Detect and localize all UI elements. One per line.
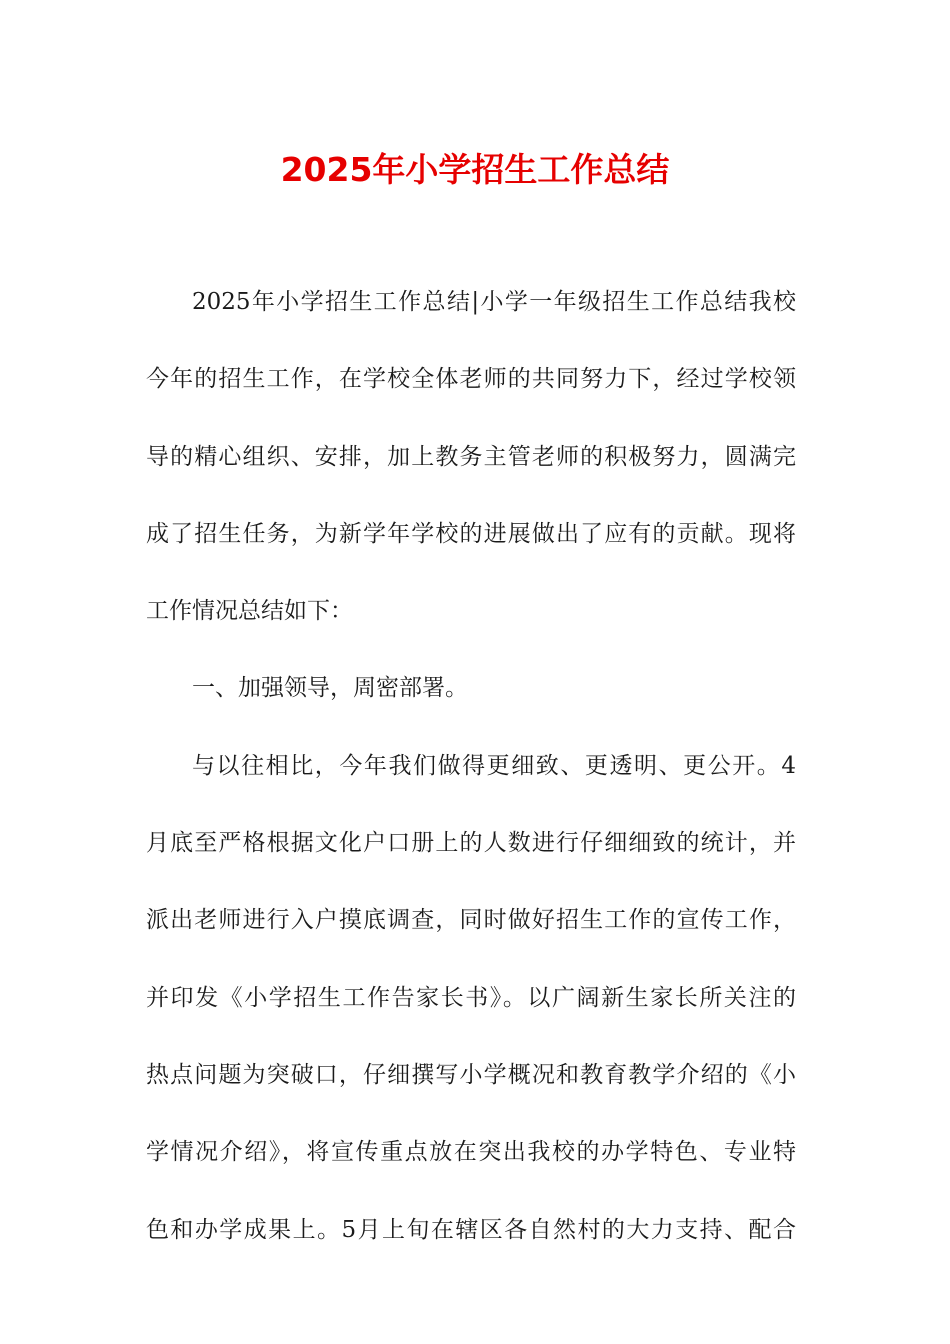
paragraph-line-5: 工作情况总结如下： — [146, 598, 353, 625]
paragraph-line-4: 成了招生任务，为新学年学校的进展做出了应有的贡献。现将 — [146, 520, 796, 547]
paragraph-line-11: 学情况介绍》，将宣传重点放在突出我校的办学特色、专业特 — [146, 1139, 796, 1166]
paragraph-line-10: 热点问题为突破口，仔细撰写小学概况和教育教学介绍的《小 — [146, 1061, 796, 1088]
paragraph-line-7: 月底至严格根据文化户口册上的人数进行仔细细致的统计，并 — [146, 830, 796, 857]
paragraph-line-8: 派出老师进行入户摸底调查，同时做好招生工作的宣传工作， — [146, 907, 796, 934]
paragraph-line-12: 色和办学成果上。5月上旬在辖区各自然村的大力支持、配合 — [146, 1216, 796, 1243]
paragraph-line-2: 今年的招生工作，在学校全体老师的共同努力下，经过学校领 — [146, 366, 796, 393]
document-title: 2025年小学招生工作总结 — [280, 150, 670, 189]
document-body — [146, 276, 796, 1281]
section-heading-1: 一、加强领导，周密部署。 — [192, 675, 468, 702]
paragraph-line-6: 与以往相比，今年我们做得更细致、更透明、更公开。4 — [192, 752, 796, 779]
paragraph-line-1: 2025年小学招生工作总结|小学一年级招生工作总结我校 — [192, 289, 796, 315]
paragraph-line-3: 导的精心组织、安排，加上教务主管老师的积极努力，圆满完 — [146, 443, 796, 470]
paragraph-line-9: 并印发《小学招生工作告家长书》。以广阔新生家长所关注的 — [146, 984, 796, 1011]
